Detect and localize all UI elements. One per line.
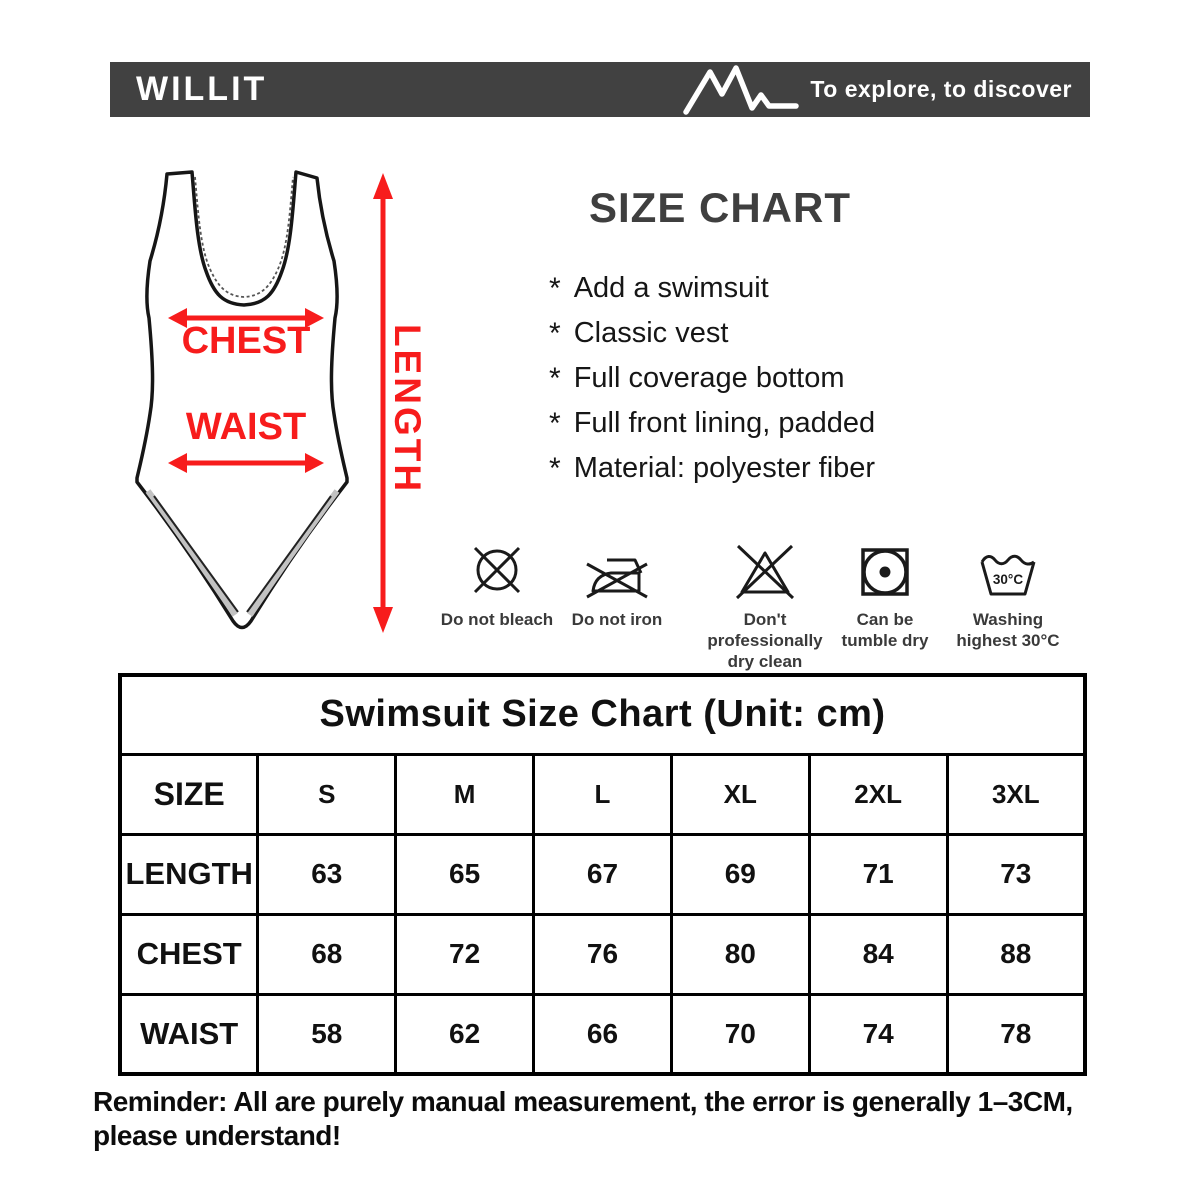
bullet-marker: *: [549, 452, 561, 485]
brand-logo-text: WILLIT: [136, 70, 268, 108]
size-table-title-row: [120, 675, 1085, 754]
size-table-title: Swimsuit Size Chart (Unit: cm): [120, 675, 1085, 754]
row-label: CHEST: [120, 914, 258, 994]
reminder-line: please understand!: [93, 1120, 341, 1151]
reminder-text: [93, 1085, 1073, 1153]
care-label: [542, 609, 692, 630]
row-label: LENGTH: [120, 834, 258, 914]
bullet-marker: *: [549, 317, 561, 350]
care-item-washing-30: [933, 540, 1083, 651]
table-cell: 78: [947, 994, 1085, 1074]
wash-temp-text: 30°C: [992, 572, 1024, 587]
header-cell: M: [396, 754, 534, 834]
feature-bullet: [549, 401, 875, 446]
feature-bullet-text: Classic vest: [573, 317, 729, 349]
table-cell: 65: [396, 834, 534, 914]
header-cell: 3XL: [947, 754, 1085, 834]
feature-bullet-text: Add a swimsuit: [573, 272, 769, 304]
swimsuit-measure-diagram: [130, 165, 450, 640]
care-label-line: Don't professionally: [707, 610, 823, 650]
header-cell: XL: [671, 754, 809, 834]
chest-measure-label: CHEST: [181, 320, 311, 362]
size-table: [118, 673, 1087, 1076]
table-cell: 68: [258, 914, 396, 994]
care-label: [933, 609, 1083, 651]
feature-bullet-text: Material: polyester fiber: [573, 452, 876, 484]
do-not-iron-icon: [581, 540, 653, 604]
tumble-dry-icon: [849, 540, 921, 604]
header-cell: L: [534, 754, 672, 834]
swimsuit-outline: [137, 172, 347, 628]
table-cell: 84: [809, 914, 947, 994]
feature-bullet: [549, 446, 875, 491]
length-measure-label: LENGTH: [387, 323, 429, 495]
table-cell: 76: [534, 914, 672, 994]
care-label-line: Washing: [972, 610, 1044, 629]
care-label-line: tumble dry: [841, 631, 929, 650]
washing-30c-icon: [972, 540, 1044, 604]
feature-bullet: [549, 311, 875, 356]
table-cell: 73: [947, 834, 1085, 914]
care-label-line: highest 30°C: [956, 631, 1060, 650]
reminder-line: Reminder: All are purely manual measurement, the error is generally 1–3CM,: [93, 1086, 1073, 1117]
care-label-line: Can be: [856, 610, 914, 629]
feature-bullet: [549, 356, 875, 401]
table-cell: 72: [396, 914, 534, 994]
header-cell: S: [258, 754, 396, 834]
table-cell: 69: [671, 834, 809, 914]
size-table-header-row: [120, 754, 1085, 834]
feature-bullet-text: Full front lining, padded: [573, 407, 876, 439]
feature-bullet: [549, 266, 875, 311]
size-table-row-waist: [120, 994, 1085, 1074]
row-label: WAIST: [120, 994, 258, 1074]
care-label-line: dry clean: [727, 652, 803, 671]
feature-bullet-list: [549, 266, 875, 491]
header-cell-size: SIZE: [120, 754, 258, 834]
table-cell: 67: [534, 834, 672, 914]
banner-slogan: To explore, to discover: [810, 76, 1072, 102]
table-cell: 66: [534, 994, 672, 1074]
table-cell: 62: [396, 994, 534, 1074]
care-item-do-not-iron: [542, 540, 692, 630]
do-not-bleach-icon: [461, 540, 533, 604]
size-table-row-length: [120, 834, 1085, 914]
bullet-marker: *: [549, 407, 561, 440]
table-cell: 88: [947, 914, 1085, 994]
feature-bullet-text: Full coverage bottom: [573, 362, 845, 394]
care-label-line: Do not bleach: [440, 610, 554, 629]
brand-banner: [110, 62, 1090, 117]
waist-measure-label: WAIST: [185, 406, 307, 448]
bullet-marker: *: [549, 272, 561, 305]
bullet-marker: *: [549, 362, 561, 395]
mountain-icon: [680, 64, 800, 116]
table-cell: 70: [671, 994, 809, 1074]
size-table-row-chest: [120, 914, 1085, 994]
care-label-line: Do not iron: [571, 610, 663, 629]
header-cell: 2XL: [809, 754, 947, 834]
table-cell: 58: [258, 994, 396, 1074]
table-cell: 80: [671, 914, 809, 994]
banner-slogan-group: [680, 64, 1072, 116]
table-cell: 74: [809, 994, 947, 1074]
table-cell: 63: [258, 834, 396, 914]
size-chart-title: SIZE CHART: [589, 184, 851, 231]
table-cell: 71: [809, 834, 947, 914]
dont-dry-clean-icon: [729, 540, 801, 604]
